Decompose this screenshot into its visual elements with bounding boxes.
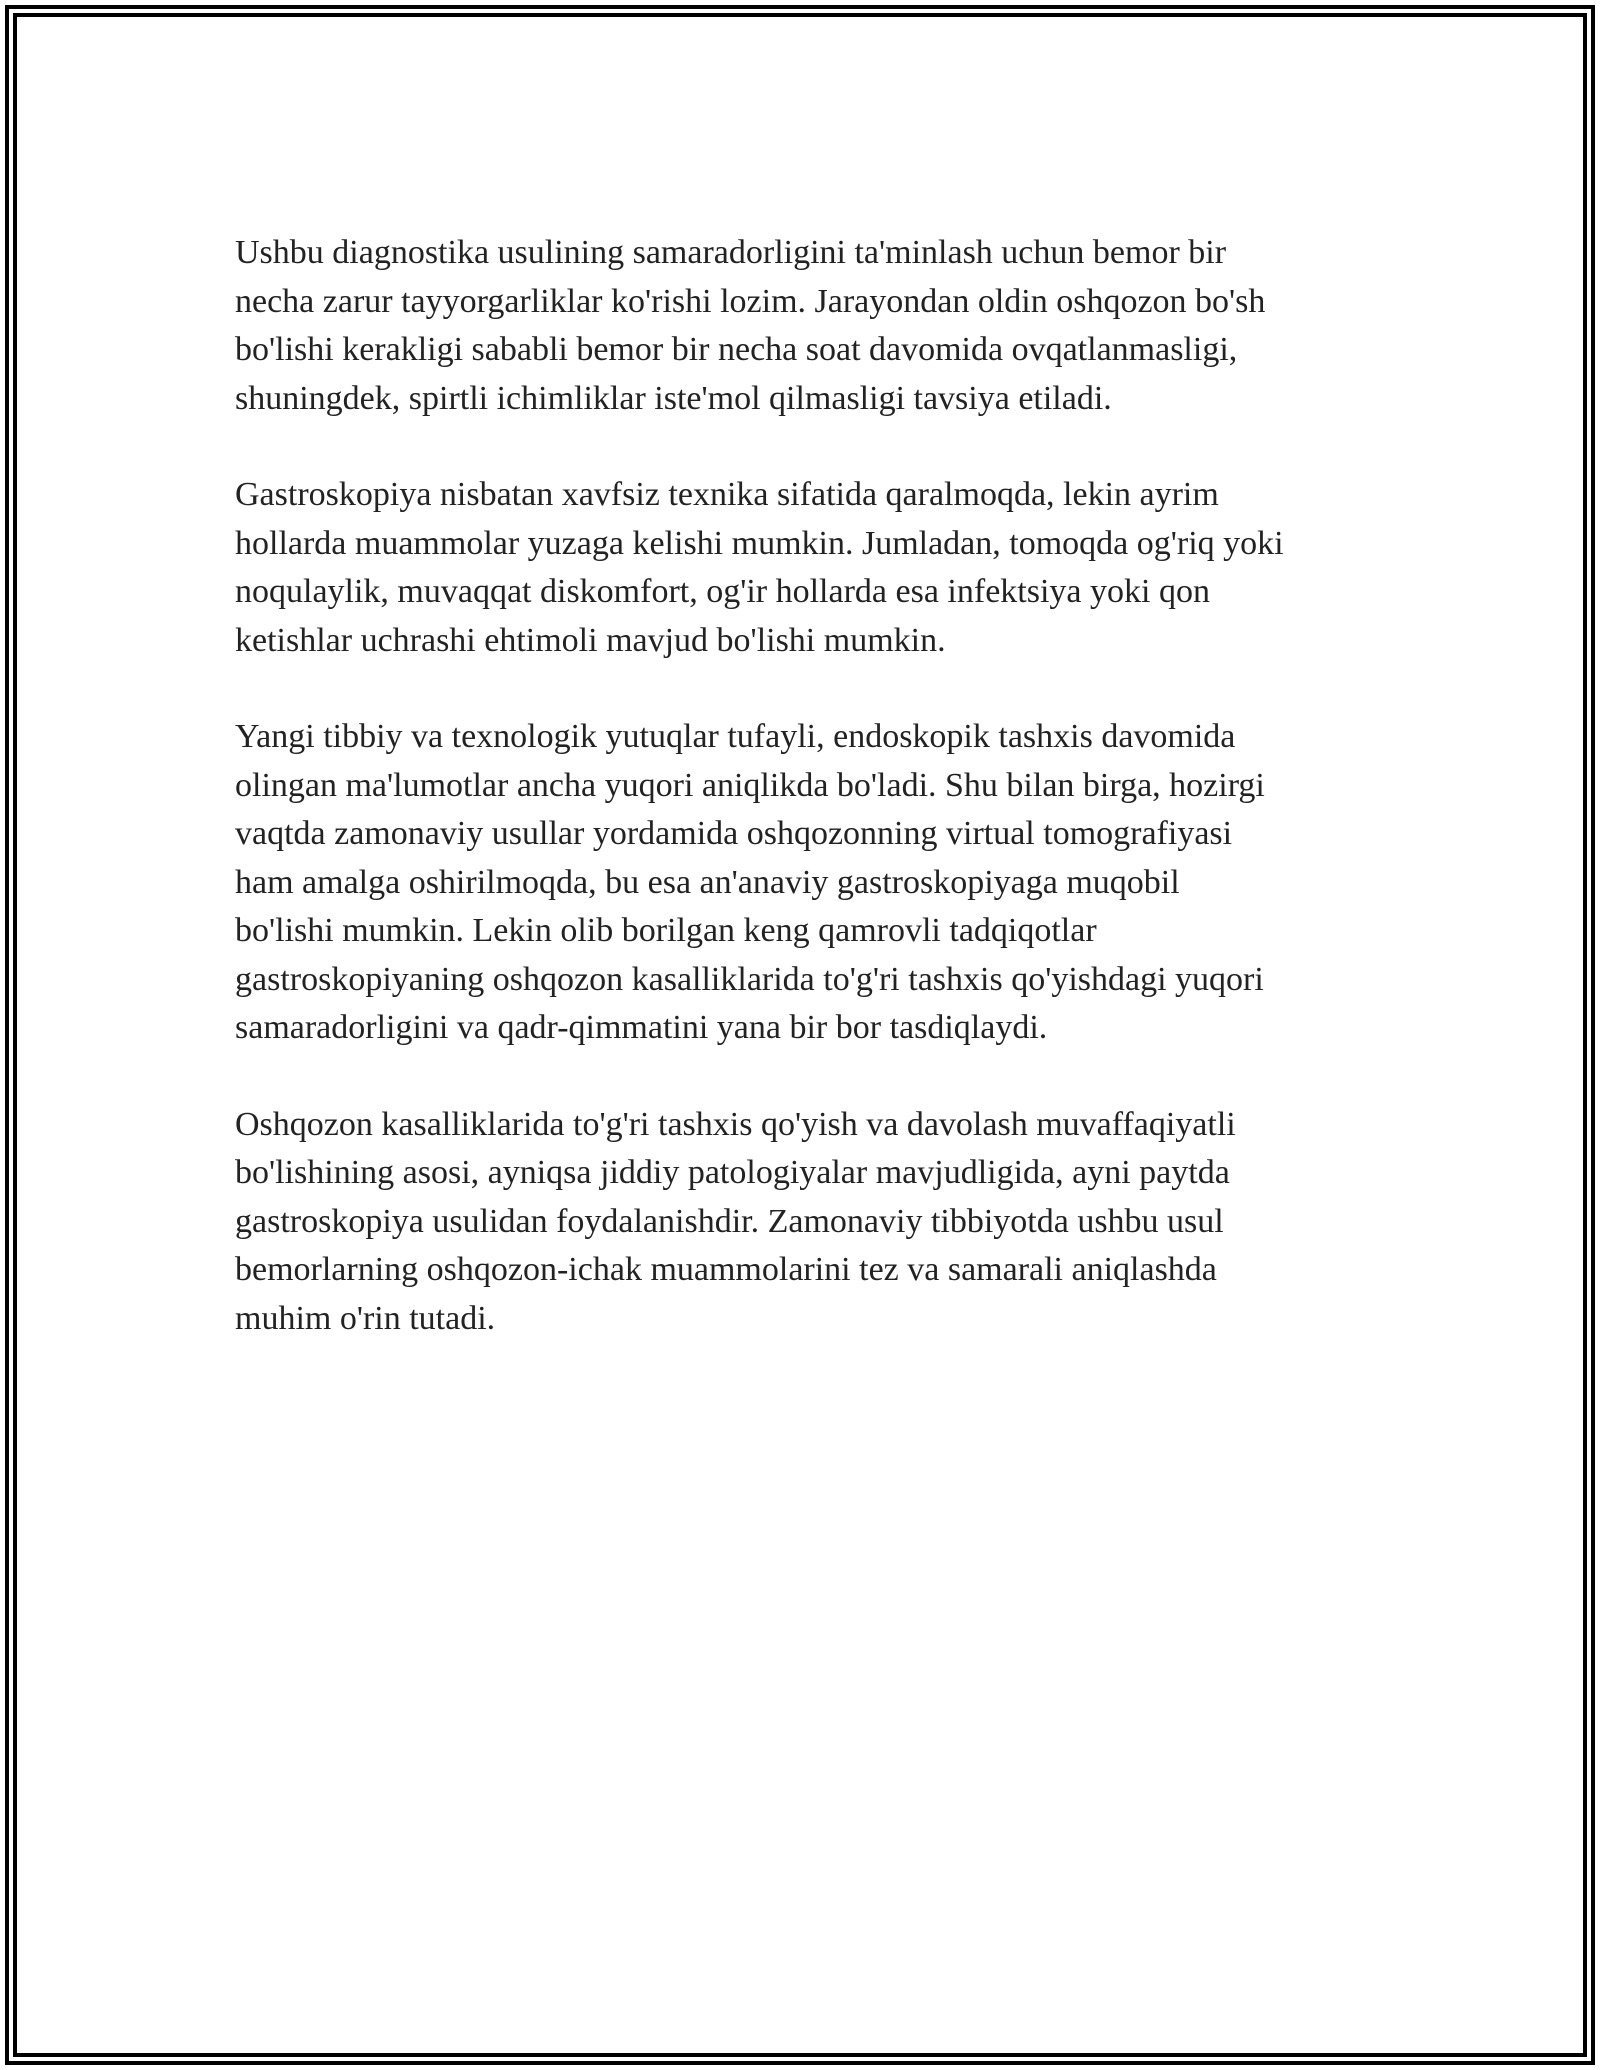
- paragraph-2: Gastroskopiya nisbatan xavfsiz texnika sifatida qaralmoqda, lekin ayrim hollarda muammolar yuzaga kelishi mumkin. Jumladan, tomoqda og'riq yoki noqulaylik, muvaqqat diskomfort, og'ir hollarda esa infektsiya yoki qon ketishlar uchrashi ehtimoli mavjud bo'lishi mumkin.: [235, 476, 1284, 659]
- paragraph-1: Ushbu diagnostika usulining samaradorligini ta'minlash uchun bemor bir necha zarur tayyorgarliklar ko'rishi lozim. Jarayondan oldin oshqozon bo'sh bo'lishi kerakligi sababli bemor bir necha soat davomida ovqatlanmasligi, shuningdek, spirtli ichimliklar iste'mol qilmasligi tavsiya etiladi.: [235, 234, 1266, 417]
- paragraph-4: Oshqozon kasalliklarida to'g'ri tashxis qo'yish va davolash muvaffaqiyatli bo'lishining asosi, ayniqsa jiddiy patologiyalar mavjudligida, ayni paytda gastroskopiya usulidan foydalanishdir. Zamonaviy tibbiyotda ushbu usul bemorlarning oshqozon-ichak muammolarini tez va samarali aniqlashda muhim o'rin tutadi.: [235, 1105, 1236, 1337]
- paragraph-3: Yangi tibbiy va texnologik yutuqlar tufayli, endoskopik tashxis davomida olingan ma'lumotlar ancha yuqori aniqlikda bo'ladi. Shu bilan birga, hozirgi vaqtda zamonaviy usullar yordamida oshqozonning virtual tomografiyasi ham amalga oshirilmoqda, bu esa an'anaviy gastroskopiyaga muqobil bo'lishi mumkin. Lekin olib borilgan keng qamrovli tadqiqotlar gastroskopiyaning oshqozon kasalliklarida to'g'ri tashxis qo'yishdagi yuqori samaradorligini va qadr-qimmatini yana bir bor tasdiqlaydi.: [235, 718, 1265, 1046]
- document-body: [235, 229, 1385, 1391]
